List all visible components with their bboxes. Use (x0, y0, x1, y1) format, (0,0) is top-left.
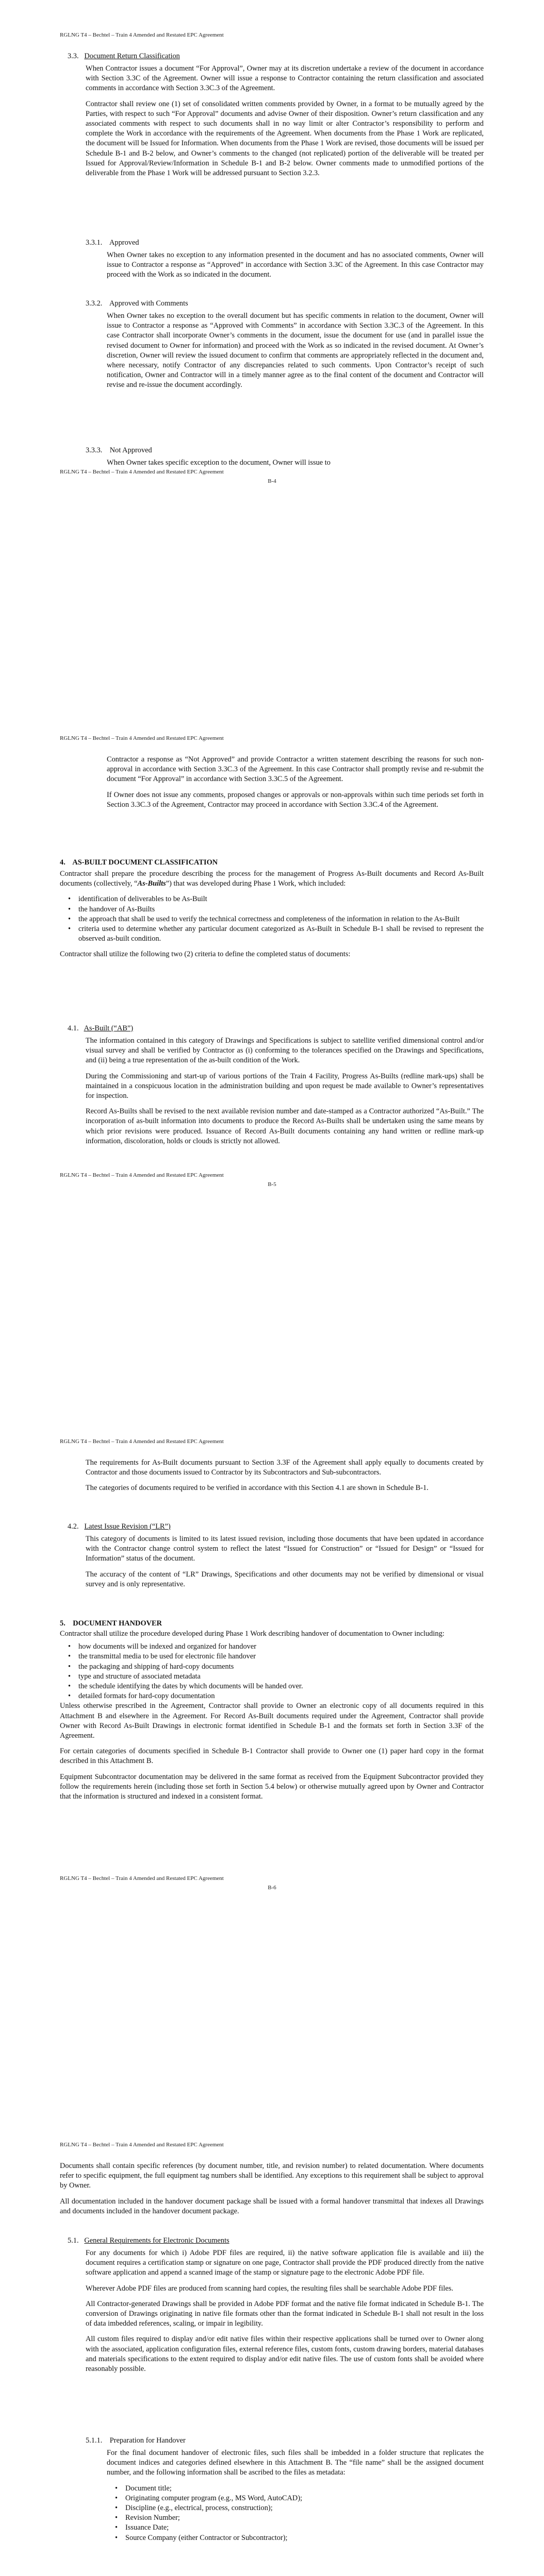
list-item: • the approach that shall be used to verify the technical correctness and completeness of the information in relation to the As-Built (67, 914, 484, 924)
section-4-heading (60, 858, 218, 868)
section-3-3-heading (68, 52, 180, 61)
page-header: RGLNG T4 – Bechtel – Train 4 Amended and Restated EPC Agreement (60, 2142, 224, 2148)
page-b6 (0, 1406, 544, 2110)
paragraph: Wherever Adobe PDF files are produced from scanning hard copies, the resulting files shall be searchable Adobe PDF files. (86, 2284, 453, 2293)
section-title: DOCUMENT HANDOVER (73, 1619, 162, 1628)
list-item: • Document title; (114, 2484, 484, 2494)
section-title: AS-BUILT DOCUMENT CLASSIFICATION (72, 858, 218, 867)
paragraph: This category of documents is limited to its latest issued revision, including those documents that have been updated in accordance with the Contractor change control system to reflect the latest “Issued for Construction” or “Issued for Design” or “Issued for Information” status of the document. (86, 1535, 484, 1563)
paragraph: Unless otherwise prescribed in the Agreement, Contractor shall provide to Owner an electronic copy of all documents required in this Attachment B and elsewhere in the Agreement. For Record As-Built documents required under the Agreement, Contractor shall provide Owner with Record As-Built Drawings in electronic format identified in Schedule B-1 and the formats set forth in Section 3.3F of the Agreement. (60, 1702, 484, 1740)
paragraph: The categories of documents required to be verified in accordance with this Section 4.1 are shown in Schedule B-1. (86, 1484, 428, 1493)
section-title: Latest Issue Revision (“LR”) (84, 1522, 171, 1531)
page-footer: RGLNG T4 – Bechtel – Train 4 Amended and Restated EPC Agreement (60, 1875, 224, 1882)
section-3-3-3-continued (107, 755, 484, 816)
paragraph: The requirements for As-Built documents pursuant to Section 3.3F of the Agreement shall apply equally to documents created by Contractor and those documents issued to Contractor by its Subcontractors and Sub-subcontractors. (86, 1459, 484, 1477)
section-4-1-continued (86, 1458, 484, 1499)
section-3-3-2-body (107, 311, 484, 396)
paragraph (60, 869, 484, 889)
paragraph: When Owner takes no exception to any information presented in the document and has no associated comments, Owner will issue to Contractor a response as “Approved” in accordance with Section 3.3C of the Agreement. In this case Contractor may proceed with the Work as so indicated in the document. (107, 251, 484, 279)
section-number: 4. (60, 858, 65, 867)
list-item: • identification of deliverables to be As-Built (67, 894, 484, 904)
section-number: 5.1. (68, 2236, 79, 2245)
handover-procedure-list (67, 1642, 484, 1701)
section-number: 3.3.1. (86, 239, 103, 247)
section-3-3-2-heading (86, 299, 188, 309)
list-item: • the transmittal media to be used for electronic file handover (67, 1652, 484, 1662)
list-item: • criteria used to determine whether any particular document categorized as As-Built in Schedule B-1 shall be revised to represent the observed as-built condition. (67, 924, 484, 944)
page-b4 (0, 0, 544, 703)
paragraph: Equipment Subcontractor documentation may be delivered in the same format as received from the Equipment Subcontractor provided they follow the requirements herein (including those set forth in Section 5.4 below) or otherwise mutually agreed upon by Owner and Contractor that the information is structured and indexed in a consistent format. (60, 1772, 484, 1801)
list-item: • Source Company (either Contractor or Subcontractor); (114, 2533, 484, 2543)
paragraph: The accuracy of the content of “LR” Drawings, Specifications and other documents may not be verified by dimensional or visual survey and is only representative. (86, 1570, 484, 1588)
section-5-1-heading (68, 2236, 229, 2246)
section-number: 4.2. (68, 1522, 79, 1531)
list-item: • Issuance Date; (114, 2523, 484, 2533)
section-number: 5. (60, 1619, 65, 1628)
paragraph: Contractor shall review one (1) set of consolidated written comments provided by Owner, in a format to be mutually agreed by the Parties, with respect to such “For Approval” documents and advise Owner of their disposition. Owner’s return classification and any associated comments with respect to such documents shall in no way limit or alter Contractor’s responsibility to perform and complete the Work in accordance with the requirements of the Agreement. When documents from the Phase 1 Work are replicated, the document will be Issued for Information. When documents from the Phase 1 Work are revised, those documents will be issued per Schedule B-1 and B-2 below, and Owner’s comments to the changed (not replicated) portion of the deliverable will be treated per Issued for Approval/Review/Information in Schedule B-1 and B-2 below. Owner comments made to unmodified portions of the deliverable from the Phase 1 Work will be addressed pursuant to Section 3.2.3. (86, 99, 484, 178)
page-b7 (0, 2110, 544, 2576)
section-4-body (60, 869, 484, 965)
paragraph: Documents shall contain specific references (by document number, title, and revision number) to related documentation. Where documents refer to specific equipment, the full equipment tag numbers shall be identified. Any exceptions to this requirement shall be subject to approval by Owner. (60, 2162, 484, 2190)
paragraph: When Owner takes specific exception to the document, Owner will issue to (107, 459, 331, 467)
paragraph: For the final document handover of electronic files, such files shall be imbedded in a folder structure that replicates the document indices and categories defined elsewhere in this Attachment B. The “file name” shall be the assigned document number, and the following information shall be ascribed to the files as metadata: (107, 2449, 484, 2477)
section-5-continued (60, 2161, 484, 2222)
page-number: B-5 (268, 1181, 276, 1188)
section-4-1-heading (68, 1024, 133, 1033)
section-number: 3.3. (68, 52, 79, 60)
paragraph: When Owner takes no exception to the overall document but has specific comments in relation to the document, Owner will issue to Contractor a response as “Approved with Comments” in accordance with Section 3.3C.3 of the Agreement. In this case Contractor shall incorporate Owner’s comments in the document, issue the document for use (and in parallel issue the revised document to Owner for information) and proceed with the Work as so indicated in the revised document. At Owner’s discretion, Owner will review the issued document to confirm that comments are appropriately reflected in the document and, where necessary, notify Contractor of any discrepancies related to such comments. Upon Contractor’s receipt of such notification, Owner and Contractor will in a timely manner agree as to the final content of the document and Contractor will revise and re-issue the document accordingly. (107, 312, 484, 389)
list-item: • Discipline (e.g., electrical, process, construction); (114, 2503, 484, 2513)
section-title: Not Approved (109, 446, 152, 454)
page-number: B-6 (268, 1885, 276, 1891)
as-built-procedure-list (67, 894, 484, 944)
paragraph: When Contractor issues a document “For Approval”, Owner may at its discretion undertake a review of the document in accordance with Section 3.3C of the Agreement. Owner will issue a response to Contractor containing the return classification and associated comments in accordance with Section 3.3C.3 of the Agreement. (86, 64, 484, 93)
paragraph: All documentation included in the handover document package shall be issued with a formal handover transmittal that indexes all Drawings and documents included in the handover document package. (60, 2197, 484, 2215)
section-number: 5.1.1. (86, 2436, 103, 2445)
paragraph: For any documents for which i) Adobe PDF files are required, ii) the native software application file is available and iii) the document requires a certification stamp or signature on one page, Contractor shall provide the PDF produced directly from the native software application and append a scanned image of the stamp or signature page to the electronic Adobe PDF file. (86, 2249, 484, 2277)
section-3-3-body (86, 64, 484, 184)
paragraph: All Contractor-generated Drawings shall be provided in Adobe PDF format and the native file format indicated in Schedule B-1. The conversion of Drawings originating in native file formats other than the format indicated in Schedule B-1 shall not result in the loss of data imbedded references, scaling, or impair in legibility. (86, 2299, 484, 2328)
page-header: RGLNG T4 – Bechtel – Train 4 Amended and Restated EPC Agreement (60, 1438, 224, 1445)
section-3-3-1-heading (86, 238, 139, 248)
page-header: RGLNG T4 – Bechtel – Train 4 Amended and Restated EPC Agreement (60, 735, 224, 741)
page-b5 (0, 703, 544, 1406)
section-5-1-1-heading (86, 2436, 186, 2446)
section-title: General Requirements for Electronic Documents (84, 2236, 229, 2245)
metadata-list (114, 2484, 484, 2543)
section-title: Approved with Comments (109, 299, 188, 308)
paragraph: During the Commissioning and start-up of various portions of the Train 4 Facility, Progress As-Builts (redline mark-ups) shall be maintained in a conspicuous location in the administration building and upon request be made available to Owner’s representatives for inspection. (86, 1072, 484, 1100)
section-5-1-1-body (107, 2448, 484, 2543)
page-footer: RGLNG T4 – Bechtel – Train 4 Amended and Restated EPC Agreement (60, 469, 224, 475)
paragraph: Contractor shall utilize the following two (2) criteria to define the completed status of documents: (60, 950, 351, 959)
paragraph: Contractor a response as “Not Approved” and provide Contractor a written statement describing the reasons for such non-approval in accordance with Section 3.3C.3 of the Agreement. In this case Contractor shall promptly revise and re-submit the document “For Approval” in accordance with Section 3.3C.5 of the Agreement. (107, 755, 484, 784)
list-item: • Revision Number; (114, 2513, 484, 2523)
section-4-1-body (86, 1036, 484, 1152)
page-footer: RGLNG T4 – Bechtel – Train 4 Amended and Restated EPC Agreement (60, 1172, 224, 1178)
paragraph: If Owner does not issue any comments, proposed changes or approvals or non-approvals within such time periods set forth in Section 3.3C.3 of the Agreement, Contractor may proceed in accordance with Section 3.3C.4 of the Agreement. (107, 790, 484, 809)
page-number: B-4 (268, 478, 276, 484)
section-title: Document Return Classification (84, 52, 180, 60)
list-item: • the packaging and shipping of hard-copy documents (67, 1662, 484, 1672)
paragraph: The information contained in this category of Drawings and Specifications is subject to satellite verified dimensional control and/or visual survey and shall be verified by Contractor as (i) conforming to the tolerances specified on the Drawings and Specifications, and (ii) being a true representation of the as-built condition of the Work. (86, 1037, 484, 1065)
section-number: 3.3.3. (86, 446, 103, 454)
list-item: • type and structure of associated metadata (67, 1672, 484, 1682)
section-3-3-3-heading (86, 446, 152, 455)
section-5-heading (60, 1619, 162, 1629)
paragraph: For certain categories of documents specified in Schedule B-1 Contractor shall provide to Owner one (1) paper hard copy in the format described in this Attachment B. (60, 1747, 484, 1766)
section-4-2-body (86, 1534, 484, 1595)
paragraph: Record As-Builts shall be revised to the next available revision number and date-stamped as a Contractor authorized “As-Built.” The incorporation of as-built information into documents to produce the Record As-Builts shall be undertaken using the same means by which prior revisions were produced. Issuance of Record As-Built documents containing any hand written or redline mark-up information, discoloration, holds or clouds is strictly not allowed. (86, 1107, 484, 1145)
section-number: 4.1. (68, 1024, 79, 1032)
defined-term: As-Builts (137, 879, 166, 888)
section-title: Preparation for Handover (109, 2436, 186, 2445)
paragraph: All custom files required to display and/or edit native files within their respective applications shall be turned over to Owner along with the associated, application configuration files, external reference files, custom fonts, custom drawing borders, material databases and materials specifications to the extent required to display and/or edit native files. The use of custom fonts shall be avoided where reasonably possible. (86, 2335, 484, 2374)
section-title: As-Built (“AB”) (84, 1024, 134, 1032)
section-4-2-heading (68, 1522, 171, 1532)
list-item: • the handover of As-Builts (67, 905, 484, 914)
text-run: Contractor shall prepare the procedure describing the process for the management of Progress As-Built documents and Record As-Built documents (collectively, “ (60, 870, 484, 888)
text-run: ”) that was developed during Phase 1 Work, which included: (166, 879, 346, 888)
section-5-body (60, 1629, 484, 1807)
list-item: • the schedule identifying the dates by which documents will be handed over. (67, 1682, 484, 1691)
list-item: • Originating computer program (e.g., MS Word, AutoCAD); (114, 2494, 484, 2503)
section-5-1-body (86, 2248, 484, 2380)
paragraph: Contractor shall utilize the procedure developed during Phase 1 Work describing handover of documentation to Owner including: (60, 1630, 444, 1638)
section-3-3-1-body (107, 250, 484, 286)
list-item: • detailed formats for hard-copy documentation (67, 1691, 484, 1701)
page-header: RGLNG T4 – Bechtel – Train 4 Amended and Restated EPC Agreement (60, 32, 224, 38)
section-number: 3.3.2. (86, 299, 103, 308)
section-title: Approved (109, 239, 139, 247)
list-item: • how documents will be indexed and organized for handover (67, 1642, 484, 1652)
